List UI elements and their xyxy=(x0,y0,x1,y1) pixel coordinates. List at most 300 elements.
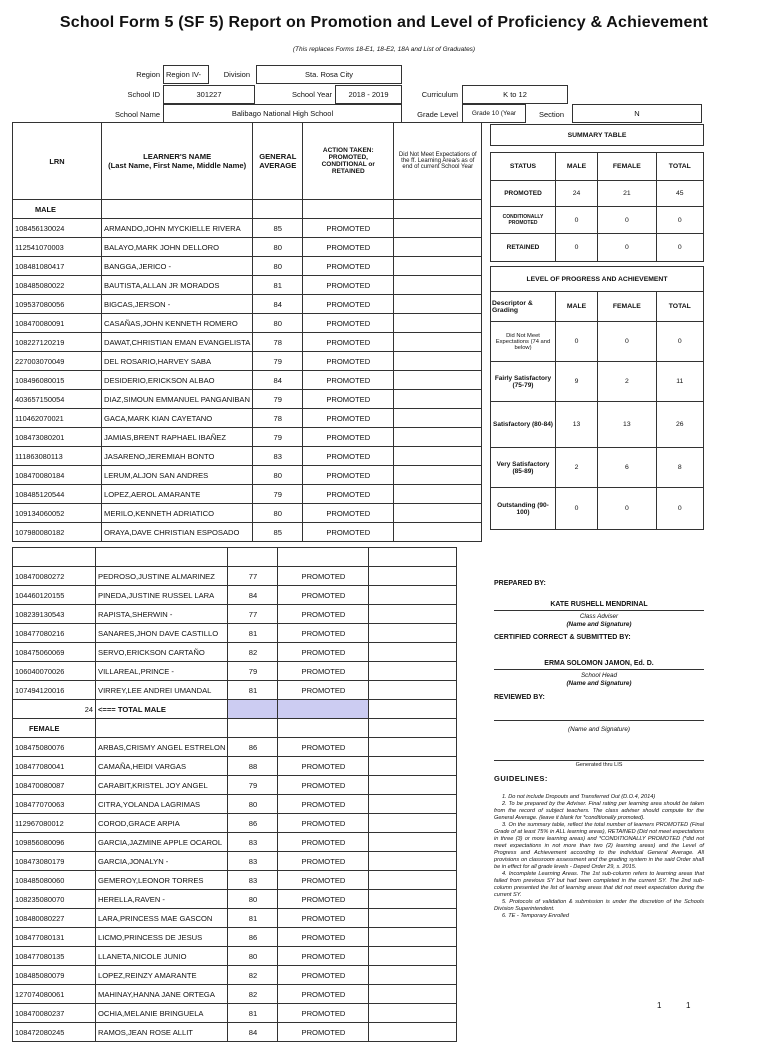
learner-name-cell: GARCIA,JAZMINE APPLE OCAROL xyxy=(96,833,228,852)
not-met-cell xyxy=(369,947,457,966)
lrn-cell: 111863080113 xyxy=(13,447,102,466)
generated-line xyxy=(494,754,704,761)
not-met-cell xyxy=(369,814,457,833)
learner-row xyxy=(13,466,482,485)
not-met-cell xyxy=(394,257,482,276)
not-met-cell xyxy=(369,966,457,985)
learner-row xyxy=(13,928,457,947)
action-taken-cell: PROMOTED xyxy=(278,1004,369,1023)
row-label: Fairly Satisfactory (75-79) xyxy=(491,362,556,402)
guideline-item: 5. Protocols of validation & submission is under the discretion of the Schools Division Superintendent. xyxy=(494,899,704,912)
learner-row xyxy=(13,333,482,352)
summary-header-female: FEMALE xyxy=(598,153,657,181)
learner-name-cell: GEMEROY,LEONOR TORRES xyxy=(96,871,228,890)
general-average-cell: 84 xyxy=(228,1023,278,1042)
action-taken-cell: PROMOTED xyxy=(303,523,394,542)
not-met-cell xyxy=(394,428,482,447)
general-average-cell: 80 xyxy=(228,947,278,966)
learner-row xyxy=(13,757,457,776)
not-met-cell xyxy=(394,333,482,352)
learner-row xyxy=(13,985,457,1004)
not-met-cell xyxy=(394,409,482,428)
action-taken-cell: PROMOTED xyxy=(278,586,369,605)
action-taken-cell: PROMOTED xyxy=(303,238,394,257)
division-label: Division xyxy=(223,70,250,79)
learner-row xyxy=(13,523,482,542)
progress-title: LEVEL OF PROGRESS AND ACHIEVEMENT xyxy=(491,267,704,292)
row-value: 0 xyxy=(656,488,703,530)
not-met-cell xyxy=(369,586,457,605)
learner-row xyxy=(13,276,482,295)
learner-row xyxy=(13,776,457,795)
row-value: 9 xyxy=(556,362,598,402)
learner-name-cell: RAPISTA,SHERWIN - xyxy=(96,605,228,624)
lrn-cell: 112967080012 xyxy=(13,814,96,833)
lrn-cell: 108477080216 xyxy=(13,624,96,643)
certified-label: CERTIFIED CORRECT & SUBMITTED BY: xyxy=(494,634,631,641)
general-average-cell: 83 xyxy=(253,447,303,466)
action-taken-cell: PROMOTED xyxy=(278,814,369,833)
region-label: Region xyxy=(136,70,160,79)
learner-name-cell: ORAYA,DAVE CHRISTIAN ESPOSADO xyxy=(102,523,253,542)
action-taken-cell: PROMOTED xyxy=(278,757,369,776)
learner-name-cell: CITRA,YOLANDA LAGRIMAS xyxy=(96,795,228,814)
lrn-cell: 403657150054 xyxy=(13,390,102,409)
adviser-name: KATE RUSHELL MENDRINAL xyxy=(494,601,704,611)
lrn-cell: 127074080061 xyxy=(13,985,96,1004)
learner-row xyxy=(13,295,482,314)
male-section-label: MALE xyxy=(13,200,102,219)
learner-name-cell: DEL ROSARIO,HARVEY SABA xyxy=(102,352,253,371)
learner-name-cell: BANGGA,JERICO - xyxy=(102,257,253,276)
action-taken-cell: PROMOTED xyxy=(278,795,369,814)
lrn-cell: 112541070003 xyxy=(13,238,102,257)
action-taken-cell: PROMOTED xyxy=(278,1023,369,1042)
school-name-label: School Name xyxy=(114,110,160,119)
school-year-field: 2018 - 2019 xyxy=(335,85,402,104)
row-value: 0 xyxy=(656,234,703,262)
action-taken-cell: PROMOTED xyxy=(278,852,369,871)
not-met-cell xyxy=(369,738,457,757)
general-average-cell: 79 xyxy=(253,485,303,504)
summary-row xyxy=(491,322,704,362)
row-value: 8 xyxy=(656,448,703,488)
general-average-cell: 79 xyxy=(253,390,303,409)
lrn-cell: 107980080182 xyxy=(13,523,102,542)
action-taken-cell: PROMOTED xyxy=(303,333,394,352)
general-average-cell: 80 xyxy=(228,890,278,909)
learner-row xyxy=(13,219,482,238)
lrn-cell: 109856080096 xyxy=(13,833,96,852)
female-section-label: FEMALE xyxy=(13,719,96,738)
lrn-cell: 108477080041 xyxy=(13,757,96,776)
learner-row xyxy=(13,871,457,890)
lrn-cell: 108475080076 xyxy=(13,738,96,757)
row-value: 6 xyxy=(598,448,657,488)
learner-name-cell: GACA,MARK KIAN CAYETANO xyxy=(102,409,253,428)
col-name-header: LEARNER'S NAME (Last Name, First Name, Middle Name) xyxy=(102,123,253,200)
not-met-cell xyxy=(369,567,457,586)
row-value: 11 xyxy=(656,362,703,402)
not-met-cell xyxy=(369,643,457,662)
learner-name-cell: JASARENO,JEREMIAH BONTO xyxy=(102,447,253,466)
col-notmet-header: Did Not Meet Expectations of the ff. Learning Area/s as of end of current School Year xyxy=(394,123,482,200)
row-value: 26 xyxy=(656,402,703,448)
action-taken-cell: PROMOTED xyxy=(303,428,394,447)
not-met-cell xyxy=(369,662,457,681)
section-label: Section xyxy=(538,110,564,119)
action-taken-cell: PROMOTED xyxy=(278,662,369,681)
action-taken-cell: PROMOTED xyxy=(278,871,369,890)
learner-name-cell: PINEDA,JUSTINE RUSSEL LARA xyxy=(96,586,228,605)
not-met-cell xyxy=(394,295,482,314)
reviewer-signature-caption: (Name and Signature) xyxy=(568,726,630,733)
learner-name-cell: JAMIAS,BRENT RAPHAEL IBAÑEZ xyxy=(102,428,253,447)
not-met-cell xyxy=(394,371,482,390)
learner-row xyxy=(13,738,457,757)
school-head-role: School Head xyxy=(580,672,618,679)
action-taken-cell: PROMOTED xyxy=(303,219,394,238)
not-met-cell xyxy=(394,523,482,542)
action-taken-cell: PROMOTED xyxy=(303,466,394,485)
general-average-cell: 80 xyxy=(253,238,303,257)
learner-name-cell: LLANETA,NICOLE JUNIO xyxy=(96,947,228,966)
learner-name-cell: LARA,PRINCESS MAE GASCON xyxy=(96,909,228,928)
action-taken-cell: PROMOTED xyxy=(278,624,369,643)
adviser-role: Class Adviser xyxy=(579,613,619,620)
curriculum-label: Curriculum xyxy=(421,90,458,99)
not-met-cell xyxy=(369,852,457,871)
page-title: School Form 5 (SF 5) Report on Promotion and Level of Proficiency & Achievement xyxy=(59,14,709,31)
action-taken-cell: PROMOTED xyxy=(303,371,394,390)
learner-table-part-2 xyxy=(12,547,488,1042)
general-average-cell: 81 xyxy=(228,624,278,643)
general-average-cell: 82 xyxy=(228,966,278,985)
lrn-cell: 108473080201 xyxy=(13,428,102,447)
learner-name-cell: ARBAS,CRISMY ANGEL ESTRELON xyxy=(96,738,228,757)
learner-name-cell: PEDROSO,JUSTINE ALMARINEZ xyxy=(96,567,228,586)
page-number: 1 xyxy=(657,1001,662,1010)
page-subtitle: (This replaces Forms 18-E1, 18-E2, 18A and List of Graduates) xyxy=(292,46,476,53)
school-name-field: Balibago National High School xyxy=(163,104,402,123)
prepared-by-label: PREPARED BY: xyxy=(494,580,546,587)
row-value: 0 xyxy=(598,207,657,234)
school-id-label: School ID xyxy=(127,90,160,99)
learner-name-cell: LICMO,PRINCESS DE JESUS xyxy=(96,928,228,947)
lrn-cell: 108472080245 xyxy=(13,1023,96,1042)
guideline-item: 1. Do not include Dropouts and Transferred Out (D.O.4, 2014) xyxy=(502,794,656,800)
reviewed-by-label: REVIEWED BY: xyxy=(494,694,545,701)
col-lrn-header: LRN xyxy=(13,123,102,200)
not-met-cell xyxy=(369,776,457,795)
lrn-cell: 106040070026 xyxy=(13,662,96,681)
lrn-cell: 108235080070 xyxy=(13,890,96,909)
learner-row xyxy=(13,833,457,852)
general-average-cell: 82 xyxy=(228,643,278,662)
progress-header-total: TOTAL xyxy=(656,292,703,322)
learner-row xyxy=(13,409,482,428)
guidelines-title: GUIDELINES: xyxy=(494,774,548,783)
general-average-cell: 83 xyxy=(228,833,278,852)
not-met-cell xyxy=(394,485,482,504)
learner-row xyxy=(13,966,457,985)
general-average-cell: 80 xyxy=(253,466,303,485)
summary-title: SUMMARY TABLE xyxy=(491,125,704,146)
adviser-signature-caption: (Name and Signature) xyxy=(566,621,632,628)
learner-name-cell: ARMANDO,JOHN MYCKIELLE RIVERA xyxy=(102,219,253,238)
row-value: 0 xyxy=(556,488,598,530)
summary-header-male: MALE xyxy=(556,153,598,181)
general-average-cell: 79 xyxy=(228,662,278,681)
not-met-cell xyxy=(369,1004,457,1023)
summary-row xyxy=(491,402,704,448)
general-average-cell: 86 xyxy=(228,738,278,757)
general-average-cell: 80 xyxy=(228,795,278,814)
lrn-cell: 108496080015 xyxy=(13,371,102,390)
learner-row xyxy=(13,257,482,276)
not-met-cell xyxy=(369,605,457,624)
general-average-cell: 85 xyxy=(253,523,303,542)
row-value: 0 xyxy=(598,322,657,362)
not-met-cell xyxy=(394,238,482,257)
region-field: Region IV- xyxy=(163,65,209,84)
summary-row xyxy=(491,207,704,234)
row-label: Outstanding (90-100) xyxy=(491,488,556,530)
school-year-label: School Year xyxy=(291,90,332,99)
general-average-cell: 84 xyxy=(253,295,303,314)
action-taken-cell: PROMOTED xyxy=(278,681,369,700)
lrn-cell: 108473080179 xyxy=(13,852,96,871)
action-taken-cell: PROMOTED xyxy=(303,276,394,295)
lrn-cell: 107494120016 xyxy=(13,681,96,700)
row-value: 21 xyxy=(598,181,657,207)
summary-row xyxy=(491,181,704,207)
general-average-cell: 88 xyxy=(228,757,278,776)
action-taken-cell: PROMOTED xyxy=(303,390,394,409)
learner-name-cell: BAUTISTA,ALLAN JR MORADOS xyxy=(102,276,253,295)
learner-name-cell: LOPEZ,REINZY AMARANTE xyxy=(96,966,228,985)
not-met-cell xyxy=(369,1023,457,1042)
learner-name-cell: MERILO,KENNETH ADRIATICO xyxy=(102,504,253,523)
guidelines-list xyxy=(494,794,704,920)
lrn-cell: 108485120544 xyxy=(13,485,102,504)
action-taken-cell: PROMOTED xyxy=(278,966,369,985)
learner-row xyxy=(13,314,482,333)
learner-name-cell: BALAYO,MARK JOHN DELLORO xyxy=(102,238,253,257)
not-met-cell xyxy=(394,314,482,333)
lrn-cell: 108470080237 xyxy=(13,1004,96,1023)
general-average-cell: 80 xyxy=(253,314,303,333)
general-average-cell: 80 xyxy=(253,504,303,523)
row-value: 45 xyxy=(656,181,703,207)
general-average-cell: 81 xyxy=(253,276,303,295)
action-taken-cell: PROMOTED xyxy=(303,295,394,314)
learner-row xyxy=(13,947,457,966)
learner-name-cell: LERUM,ALJON SAN ANDRES xyxy=(102,466,253,485)
lrn-cell: 108470080091 xyxy=(13,314,102,333)
row-value: 0 xyxy=(598,234,657,262)
row-value: 0 xyxy=(556,322,598,362)
general-average-cell: 84 xyxy=(253,371,303,390)
learner-name-cell: GARCIA,JONALYN - xyxy=(96,852,228,871)
general-average-cell: 83 xyxy=(228,852,278,871)
learner-row xyxy=(13,681,457,700)
lrn-cell: 108227120219 xyxy=(13,333,102,352)
learner-row xyxy=(13,352,482,371)
learner-name-cell: SERVO,ERICKSON CARTAÑO xyxy=(96,643,228,662)
action-taken-cell: PROMOTED xyxy=(278,567,369,586)
generated-note: Generated thru LIS xyxy=(575,762,623,768)
general-average-cell: 79 xyxy=(253,352,303,371)
lrn-cell: 108470080272 xyxy=(13,567,96,586)
learner-name-cell: DAWAT,CHRISTIAN EMAN EVANGELISTA xyxy=(102,333,253,352)
learner-row xyxy=(13,662,457,681)
lrn-cell: 108239130543 xyxy=(13,605,96,624)
grade-level-label: Grade Level xyxy=(417,110,458,119)
learner-row xyxy=(13,605,457,624)
learner-row xyxy=(13,1004,457,1023)
learner-name-cell: CAMAÑA,HEIDI VARGAS xyxy=(96,757,228,776)
not-met-cell xyxy=(394,466,482,485)
general-average-cell: 86 xyxy=(228,814,278,833)
progress-header-male: MALE xyxy=(556,292,598,322)
action-taken-cell: PROMOTED xyxy=(278,909,369,928)
general-average-cell: 80 xyxy=(253,257,303,276)
general-average-cell: 85 xyxy=(253,219,303,238)
not-met-cell xyxy=(394,447,482,466)
general-average-cell: 78 xyxy=(253,409,303,428)
general-average-cell: 79 xyxy=(228,776,278,795)
school-head-signature-caption: (Name and Signature) xyxy=(566,680,632,687)
lrn-cell: 110462070021 xyxy=(13,409,102,428)
learner-row xyxy=(13,624,457,643)
action-taken-cell: PROMOTED xyxy=(278,738,369,757)
action-taken-cell: PROMOTED xyxy=(278,833,369,852)
row-label: RETAINED xyxy=(491,234,556,262)
action-taken-cell: PROMOTED xyxy=(278,985,369,1004)
row-value: 2 xyxy=(556,448,598,488)
learner-name-cell: LOPEZ,AEROL AMARANTE xyxy=(102,485,253,504)
learner-row xyxy=(13,428,482,447)
row-label: Did Not Meet Expectations (74 and below) xyxy=(491,322,556,362)
general-average-cell: 83 xyxy=(228,871,278,890)
not-met-cell xyxy=(394,352,482,371)
guideline-item: 4. Incomplete Learning Areas. The 1st sub-column refers to learning areas that failed from previous SY but had been completed in the current SY. The 2nd sub-column presented the list of learning areas that did not meet expectation during the current SY. xyxy=(494,871,704,898)
learner-row xyxy=(13,447,482,466)
row-label: Very Satisfactory (85-89) xyxy=(491,448,556,488)
learner-row xyxy=(13,795,457,814)
general-average-cell: 81 xyxy=(228,909,278,928)
school-id-field: 301227 xyxy=(163,85,255,104)
row-value: 0 xyxy=(556,207,598,234)
lrn-cell: 108456130024 xyxy=(13,219,102,238)
guideline-item: 6. TE - Temporary Enrolled xyxy=(502,913,569,919)
guideline-item: 3. On the summary table, reflect the total number of learners PROMOTED (Final Grade of at least 75% in ALL learning areas), RETAINED (Did not meet expectations in three (3) or more learning areas) and *CONDITIONALLY PROMOTED (*did not meet expectations in not more than two (2) learning areas) and the Level of Progress and Achievement according to the individual General Average. All provisions on classroom assessment and the grading system in the said Order shall be in effect for all grade levels - Deped Order 29, s. 2015. xyxy=(494,822,704,870)
row-label: Satisfactory (80-84) xyxy=(491,402,556,448)
learner-table-part-1 xyxy=(12,122,488,542)
learner-name-cell: SANARES,JHON DAVE CASTILLO xyxy=(96,624,228,643)
not-met-cell xyxy=(394,504,482,523)
learner-name-cell: RAMOS,JEAN ROSE ALLIT xyxy=(96,1023,228,1042)
not-met-cell xyxy=(369,871,457,890)
row-value: 0 xyxy=(556,234,598,262)
learner-name-cell: HERELLA,RAVEN - xyxy=(96,890,228,909)
lrn-cell: 108481080417 xyxy=(13,257,102,276)
action-taken-cell: PROMOTED xyxy=(278,776,369,795)
lrn-cell: 108485080060 xyxy=(13,871,96,890)
learner-row xyxy=(13,814,457,833)
general-average-cell: 81 xyxy=(228,1004,278,1023)
action-taken-cell: PROMOTED xyxy=(278,890,369,909)
general-average-cell: 81 xyxy=(228,681,278,700)
action-taken-cell: PROMOTED xyxy=(303,352,394,371)
learner-row xyxy=(13,909,457,928)
summary-table xyxy=(490,124,704,262)
action-taken-cell: PROMOTED xyxy=(278,605,369,624)
learner-row xyxy=(13,1023,457,1042)
learner-row xyxy=(13,504,482,523)
row-value: 0 xyxy=(656,207,703,234)
progress-table xyxy=(490,266,704,530)
not-met-cell xyxy=(394,390,482,409)
row-value: 0 xyxy=(656,322,703,362)
action-taken-cell: PROMOTED xyxy=(303,314,394,333)
lrn-cell: 108470080184 xyxy=(13,466,102,485)
learner-row xyxy=(13,238,482,257)
lrn-cell: 109134060052 xyxy=(13,504,102,523)
not-met-cell xyxy=(369,833,457,852)
not-met-cell xyxy=(369,928,457,947)
school-head-name: ERMA SOLOMON JAMON, Ed. D. xyxy=(494,660,704,670)
general-average-cell: 77 xyxy=(228,567,278,586)
row-label: CONDITIONALLY PROMOTED xyxy=(491,207,556,234)
row-value: 24 xyxy=(556,181,598,207)
lrn-cell: 108485080079 xyxy=(13,966,96,985)
row-value: 0 xyxy=(598,488,657,530)
col-action-header: ACTION TAKEN: PROMOTED, CONDITIONAL or RETAINED xyxy=(303,123,394,200)
learner-name-cell: VILLAREAL,PRINCE - xyxy=(96,662,228,681)
page-count: 1 xyxy=(686,1001,691,1010)
action-taken-cell: PROMOTED xyxy=(278,947,369,966)
lrn-cell: 108477080135 xyxy=(13,947,96,966)
row-label: PROMOTED xyxy=(491,181,556,207)
learner-row xyxy=(13,586,457,605)
learner-row xyxy=(13,390,482,409)
not-met-cell xyxy=(369,757,457,776)
learner-row xyxy=(13,643,457,662)
not-met-cell xyxy=(369,890,457,909)
row-value: 2 xyxy=(598,362,657,402)
not-met-cell xyxy=(394,276,482,295)
action-taken-cell: PROMOTED xyxy=(303,409,394,428)
lrn-cell: 109537080056 xyxy=(13,295,102,314)
lrn-cell: 108480080227 xyxy=(13,909,96,928)
row-value: 13 xyxy=(556,402,598,448)
lrn-cell: 108470080087 xyxy=(13,776,96,795)
not-met-cell xyxy=(369,909,457,928)
summary-header-total: TOTAL xyxy=(656,153,703,181)
lrn-cell: 227003070049 xyxy=(13,352,102,371)
not-met-cell xyxy=(369,624,457,643)
lrn-cell: 104460120155 xyxy=(13,586,96,605)
general-average-cell: 77 xyxy=(228,605,278,624)
learner-name-cell: DESIDERIO,ERICKSON ALBAO xyxy=(102,371,253,390)
not-met-cell xyxy=(369,681,457,700)
division-field: Sta. Rosa City xyxy=(256,65,402,84)
row-value: 13 xyxy=(598,402,657,448)
reviewer-signature-line xyxy=(494,714,704,721)
total-male-count: 24 xyxy=(13,700,96,719)
